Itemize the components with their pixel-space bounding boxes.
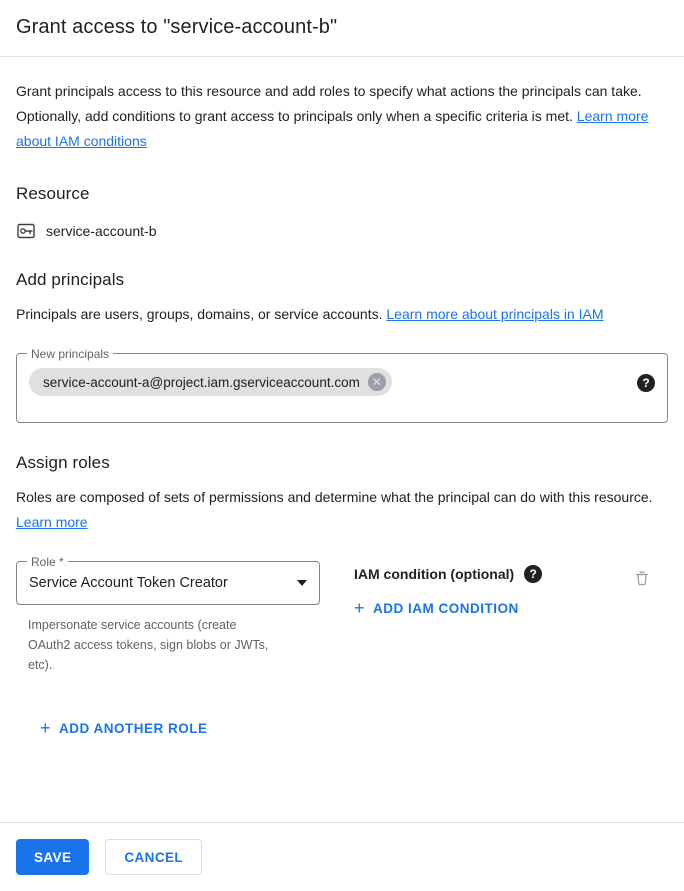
resource-row	[16, 222, 668, 240]
help-icon[interactable]: ?	[524, 565, 542, 583]
role-select[interactable]	[16, 555, 320, 605]
intro-text	[16, 79, 664, 154]
assign-roles-heading: Assign roles	[16, 453, 110, 472]
role-row	[16, 555, 668, 675]
roles-description-body: Roles are composed of sets of permissions and determine what the principal can do with this resource.	[16, 489, 653, 505]
roles-learn-more-link[interactable]: Learn more	[16, 514, 88, 530]
intro-text-body: Grant principals access to this resource and add roles to specify what actions the principals can take. Optionally, add conditions to grant access to principals only when a specific criteria is met.	[16, 83, 642, 124]
role-column	[16, 555, 320, 675]
save-button[interactable]: SAVE	[16, 839, 89, 875]
delete-role-column	[616, 561, 668, 675]
plus-icon: +	[354, 598, 366, 618]
add-iam-condition-label: ADD IAM CONDITION	[373, 600, 519, 616]
panel-body	[0, 57, 684, 822]
iam-condition-column	[320, 561, 616, 675]
page-title: Grant access to "service-account-b"	[16, 16, 338, 38]
panel-header	[0, 0, 684, 57]
add-principals-heading: Add principals	[16, 270, 125, 289]
role-select-label: Role *	[27, 554, 68, 570]
resource-name: service-account-b	[46, 223, 157, 239]
principal-chip-label: service-account-a@project.iam.gserviceaccount.com	[43, 374, 360, 390]
add-another-role-label: ADD ANOTHER ROLE	[59, 720, 208, 736]
new-principals-field[interactable]	[16, 347, 668, 423]
trash-icon[interactable]	[633, 569, 651, 675]
add-another-role-button[interactable]	[40, 719, 208, 737]
resource-heading: Resource	[16, 184, 90, 203]
iam-conditions-learn-more-link[interactable]: Learn more about IAM conditions	[16, 108, 649, 149]
add-role-row	[16, 703, 668, 737]
principals-learn-more-link[interactable]: Learn more about principals in IAM	[386, 306, 604, 322]
iam-condition-header	[354, 565, 616, 583]
role-description: Impersonate service accounts (create OAuth2 access tokens, sign blobs or JWTs, etc).	[28, 618, 269, 672]
plus-icon: +	[40, 718, 52, 738]
add-iam-condition-button[interactable]	[354, 599, 519, 617]
service-account-icon	[16, 222, 36, 240]
panel-footer	[0, 822, 684, 891]
close-icon[interactable]: ✕	[368, 373, 386, 391]
iam-condition-label: IAM condition (optional)	[354, 566, 515, 582]
help-icon[interactable]: ?	[637, 374, 655, 392]
principals-description	[16, 302, 664, 327]
principals-description-body: Principals are users, groups, domains, or service accounts.	[16, 306, 387, 322]
role-select-value: Service Account Token Creator	[29, 575, 228, 591]
roles-description	[16, 485, 664, 535]
new-principals-label: New principals	[27, 346, 113, 362]
cancel-button[interactable]: CANCEL	[105, 839, 202, 875]
principal-chip[interactable]	[29, 368, 392, 396]
chevron-down-icon[interactable]	[297, 580, 307, 586]
